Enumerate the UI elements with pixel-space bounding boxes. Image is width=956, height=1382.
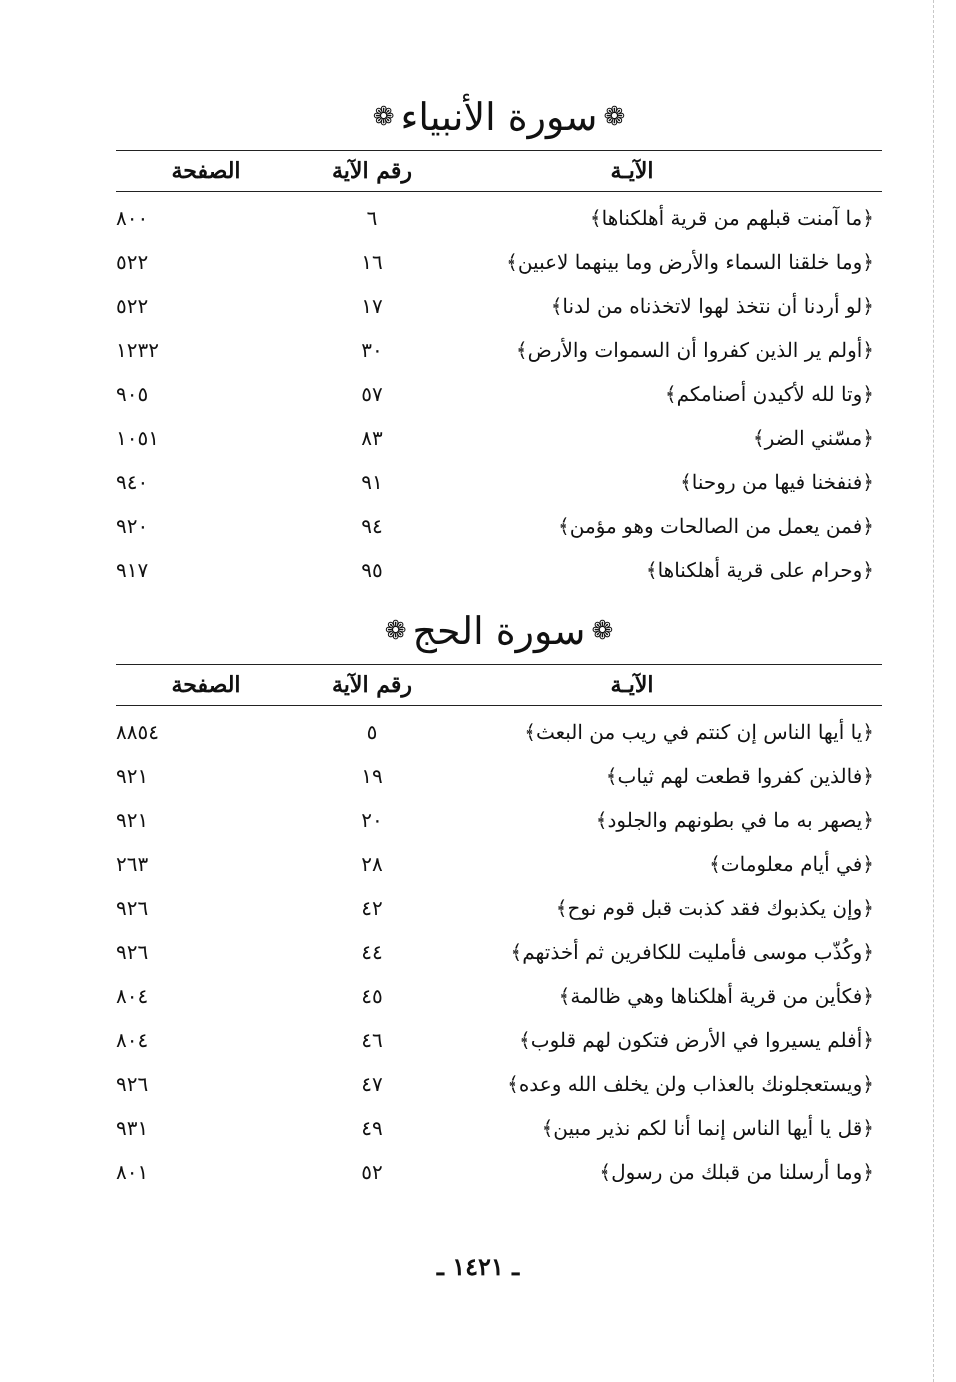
table-row: [116, 886, 882, 930]
page-number: ٩٢٦: [116, 940, 149, 964]
table-row: [116, 710, 882, 754]
ayah-text: ﴿أولم ير الذين كفروا أن السموات والأرض﴾: [515, 338, 874, 362]
table-row: [116, 372, 882, 416]
ayah-number: ٥٢: [361, 1160, 383, 1184]
page-number: ٩٢٦: [116, 896, 149, 920]
ornament-icon: ❁: [603, 102, 626, 132]
table-row: [116, 974, 882, 1018]
table-row: [116, 798, 882, 842]
surah-title: [116, 606, 882, 656]
table-row: [116, 196, 882, 240]
ayah-text: ﴿لو أردنا أن نتخذ لهوا لاتخذناه من لدنا﴾: [550, 294, 874, 318]
header-ayah: الآيـة: [610, 158, 654, 184]
ornament-icon: ❁: [372, 102, 395, 132]
ayah-number: ٤٢: [361, 896, 383, 920]
table-row: [116, 1018, 882, 1062]
header-ayah-number: رقم الآية: [331, 158, 413, 184]
page-number: ٩١٧: [116, 558, 149, 582]
table-row: [116, 1062, 882, 1106]
table-header: [116, 664, 882, 706]
ayah-number: ٦: [366, 206, 378, 230]
page-number: ٨٠١: [116, 1160, 149, 1184]
ayah-number: ٩٤: [361, 514, 383, 538]
table-row: [116, 284, 882, 328]
page-number: ٩٢٠: [116, 514, 149, 538]
ayah-text: ﴿يا أيها الناس إن كنتم في ريب من البعث﴾: [524, 720, 874, 744]
ayah-number: ٩١: [361, 470, 383, 494]
page-number: ٥٢٢: [116, 294, 149, 318]
ayah-text: ﴿فكأين من قرية أهلكناها وهي ظالمة﴾: [558, 984, 874, 1008]
table-row: [116, 240, 882, 284]
ayah-number: ٤٤: [361, 940, 383, 964]
ayah-number: ٨٣: [361, 426, 383, 450]
ayah-text: ﴿في أيام معلومات﴾: [709, 852, 874, 876]
page-number: ٨٨٥٤: [116, 720, 159, 744]
page-number: ١٠٥١: [116, 426, 159, 450]
ayah-text: ﴿وإن يكذبوك فقد كذبت قبل قوم نوح﴾: [555, 896, 874, 920]
section-anbiya: [116, 92, 882, 592]
table-row: [116, 460, 882, 504]
surah-title-text: سورة الحج: [412, 609, 586, 653]
table-row: [116, 930, 882, 974]
page-number: ٩٣١: [116, 1116, 149, 1140]
table-row: [116, 1106, 882, 1150]
ayah-text: ﴿فالذين كفروا قطعت لهم ثياب﴾: [605, 764, 874, 788]
page-number-footer: ـ ١٤٢١ ـ: [436, 1252, 520, 1281]
page-number: ١٢٣٢: [116, 338, 159, 362]
page-number: ٩٢١: [116, 808, 149, 832]
table-body: [116, 710, 882, 1194]
header-ayah-number: رقم الآية: [331, 672, 413, 698]
page-number: ٩٤٠: [116, 470, 149, 494]
page-number: ٩٢٦: [116, 1072, 149, 1096]
page-number: ٢٦٣: [116, 852, 149, 876]
ayah-text: ﴿وما أرسلنا من قبلك من رسول﴾: [599, 1160, 874, 1184]
page-number: ٨٠٠: [116, 206, 149, 230]
ayah-text: ﴿فنفخنا فيها من روحنا﴾: [680, 470, 874, 494]
page-number: ٥٢٢: [116, 250, 149, 274]
ayah-text: ﴿أفلم يسيروا في الأرض فتكون لهم قلوب﴾: [519, 1028, 874, 1052]
table-row: [116, 842, 882, 886]
table-row: [116, 416, 882, 460]
ayah-number: ١٧: [361, 294, 383, 318]
page-number: ٨٠٤: [116, 1028, 149, 1052]
header-ayah: الآيـة: [610, 672, 654, 698]
page-number: ٨٠٤: [116, 984, 149, 1008]
ayah-text: ﴿وحرام على قرية أهلكناها﴾: [645, 558, 874, 582]
ayah-number: ١٩: [361, 764, 383, 788]
ayah-text: ﴿فمن يعمل من الصالحات وهو مؤمن﴾: [558, 514, 874, 538]
ayah-text: ﴿وكُذّب موسى فأمليت للكافرين ثم أخذتهم﴾: [510, 940, 874, 964]
page-edge-line: [933, 0, 934, 1382]
ayah-text: ﴿ويستعجلونك بالعذاب ولن يخلف الله وعده﴾: [507, 1072, 874, 1096]
section-hajj: [116, 606, 882, 1194]
header-page: الصفحة: [171, 158, 241, 184]
ayah-number: ٩٥: [361, 558, 383, 582]
surah-title-text: سورة الأنبياء: [400, 95, 598, 139]
ayah-text: ﴿قل يا أيها الناس إنما أنا لكم نذير مبين﴾: [541, 1116, 874, 1140]
table-row: [116, 1150, 882, 1194]
ayah-number: ٤٥: [361, 984, 383, 1008]
ayah-number: ٤٧: [361, 1072, 383, 1096]
table-row: [116, 328, 882, 372]
ayah-text: ﴿وما خلقنا السماء والأرض وما بينهما لاعبين﴾: [506, 250, 874, 274]
table-row: [116, 504, 882, 548]
ayah-text: ﴿ما آمنت قبلهم من قرية أهلكناها﴾: [589, 206, 874, 230]
ayah-number: ٥٧: [361, 382, 383, 406]
ayah-number: ٤٩: [361, 1116, 383, 1140]
ayah-number: ٤٦: [361, 1028, 383, 1052]
table-row: [116, 548, 882, 592]
table-row: [116, 754, 882, 798]
header-page: الصفحة: [171, 672, 241, 698]
ornament-icon: ❁: [384, 616, 407, 646]
surah-title: [116, 92, 882, 142]
table-body: [116, 196, 882, 592]
ornament-icon: ❁: [591, 616, 614, 646]
ayah-text: ﴿يصهر به ما في بطونهم والجلود﴾: [595, 808, 874, 832]
ayah-text: ﴿وتا لله لأكيدن أصنامكم﴾: [664, 382, 874, 406]
ayah-number: ٥: [366, 720, 378, 744]
ayah-number: ٣٠: [361, 338, 383, 362]
ayah-text: ﴿مسّني الضر﴾: [752, 426, 874, 450]
ayah-number: ١٦: [361, 250, 383, 274]
page-number: ٩٠٥: [116, 382, 149, 406]
page-number: ٩٢١: [116, 764, 149, 788]
table-header: [116, 150, 882, 192]
ayah-number: ٢٠: [361, 808, 383, 832]
ayah-number: ٢٨: [361, 852, 383, 876]
